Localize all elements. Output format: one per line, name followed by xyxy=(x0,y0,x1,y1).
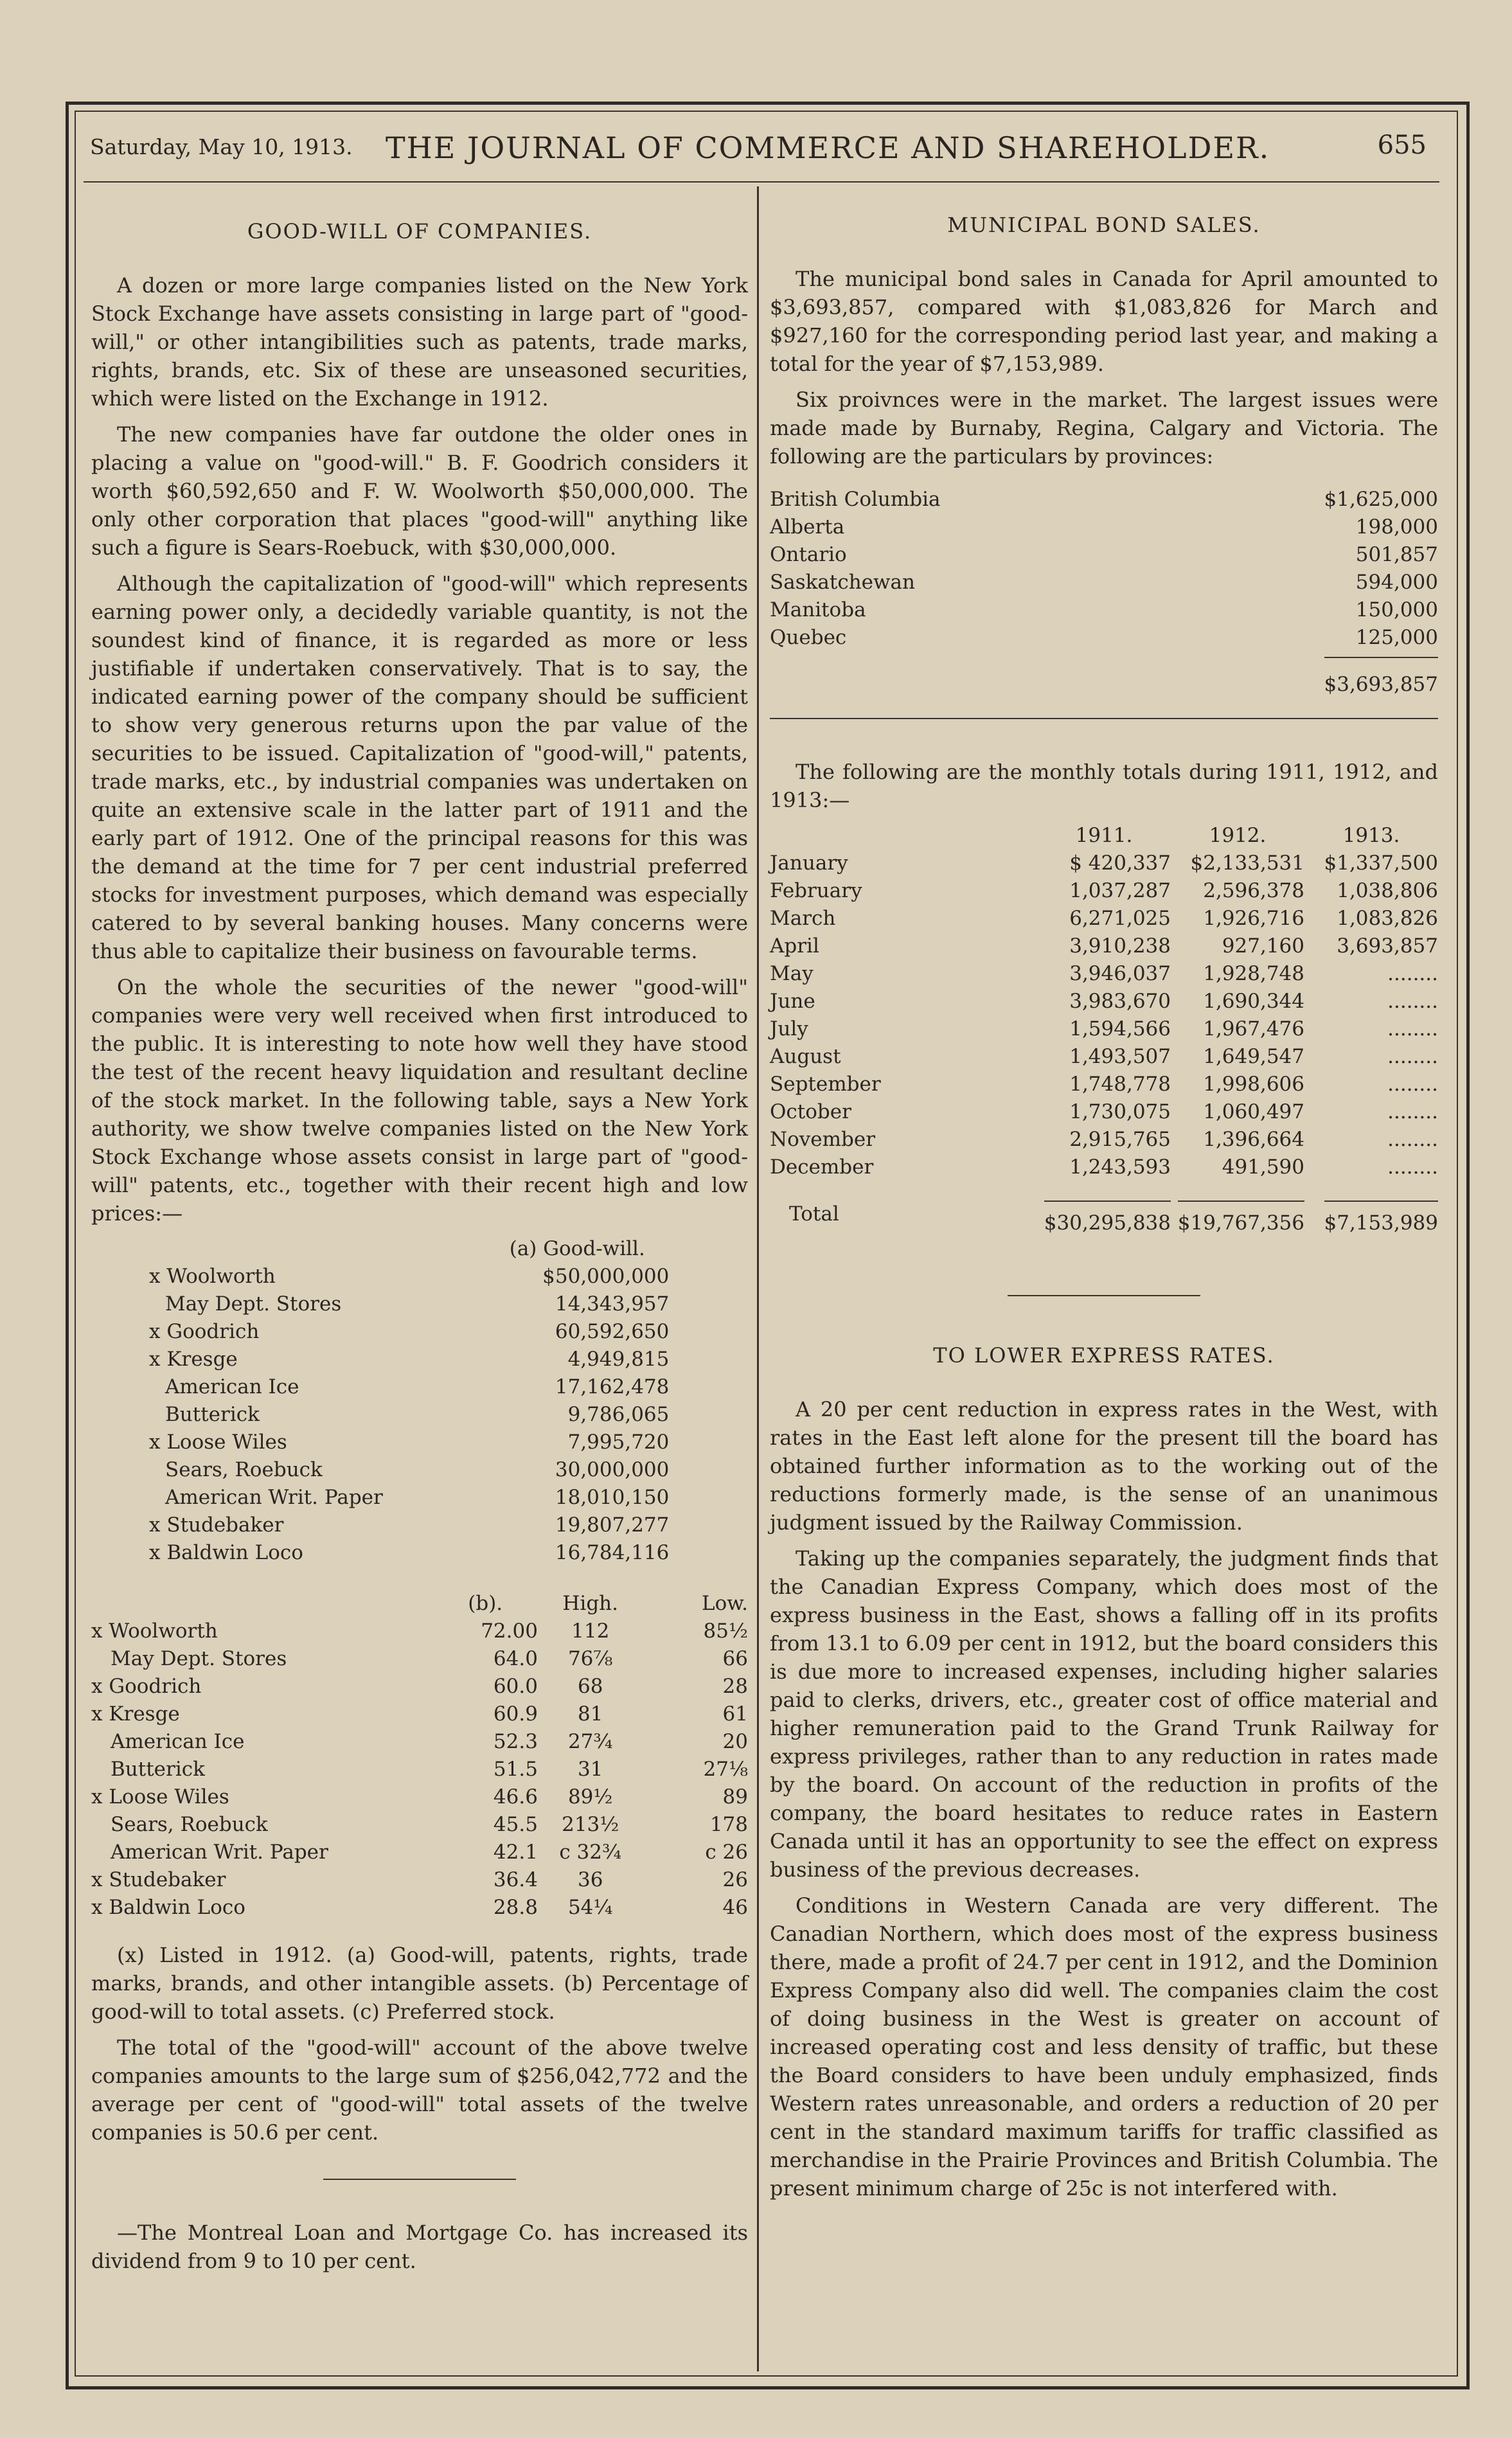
table-row: March 6,271,025 1,926,716 1,083,826 xyxy=(770,907,1438,930)
table-row: x Goodrich 60.0 68 28 xyxy=(91,1675,748,1698)
paragraph: Conditions in Western Canada are very different. The Canadian Northern, which does most of the express business there, made a profit of 24.7 per cent in 1912, and the Dominion Express Company also did well. The companies claim the cost of doing business in the West is greater on account of increased operating cost and less density of traffic, but these the Board considers to have been unduly emphasized, finds Western rates unreasonable, and orders a reduction of 20 per cent in the standard maximum tariffs for traffic classified as merchandise in the Prairie Provinces and British Columbia. The present minimum charge of 25c is not interfered with. xyxy=(770,1893,1438,2200)
paragraph: Taking up the companies separately, the judgment finds that the Canadian Express Company, which does most of the express business in the East, shows a falling off in its profits from 13.1 to 6.09 per cent in 1912, but the board considers this is due more to increased expenses, including higher salaries paid to clerks, drivers, etc., greater cost of office material and higher remuneration paid to the Grand Trunk Railway for express privileges, rather than to any reduction in rates made by the board. On account of the reduction in profits of the company, the board hesitates to reduce rates in Eastern Canada until it has an opportunity to see the effect on express business of the previous decreases. xyxy=(770,1546,1438,1882)
table-row: May 3,946,037 1,928,748 ........ xyxy=(770,962,1438,985)
monthly-total-row: Total $30,295,838 $19,767,356 $7,153,989 xyxy=(770,1181,1438,1237)
table-row: Sears, Roebuck 30,000,000 xyxy=(165,1458,670,1481)
table-row: x Kresge 60.9 81 61 xyxy=(91,1702,748,1726)
table-row: x Kresge 4,949,815 xyxy=(149,1348,670,1371)
table-row: x Loose Wiles 46.6 89½ 89 xyxy=(91,1785,748,1808)
section-rule xyxy=(1008,1295,1200,1296)
table-row: Quebec 125,000 xyxy=(770,626,1438,649)
table-row: Alberta 198,000 xyxy=(770,515,1438,539)
article-heading-goodwill: GOOD-WILL OF COMPANIES. xyxy=(247,219,592,244)
table-row: Butterick 9,786,065 xyxy=(165,1403,670,1426)
section-rule xyxy=(770,718,1438,719)
percentage-price-table xyxy=(91,1590,748,1922)
table-row: September 1,748,778 1,998,606 ........ xyxy=(770,1073,1438,1096)
article-heading-express: TO LOWER EXPRESS RATES. xyxy=(933,1343,1275,1368)
province-table xyxy=(770,486,1438,699)
table-row: American Writ. Paper 18,010,150 xyxy=(165,1486,670,1509)
table-row: January $ 420,337 $2,133,531 $1,337,500 xyxy=(770,852,1438,875)
table-row: July 1,594,566 1,967,476 ........ xyxy=(770,1017,1438,1040)
table-row: Saskatchewan 594,000 xyxy=(770,571,1438,594)
paragraph: The municipal bond sales in Canada for April amounted to $3,693,857, compared with $1,083,826 for March and $927,160 for the corresponding period last year, and making a total for the year of $7,153,989. xyxy=(770,267,1438,376)
right-column xyxy=(770,206,1438,2210)
table-row: October 1,730,075 1,060,497 ........ xyxy=(770,1100,1438,1123)
paragraph: A dozen or more large companies listed on the New York Stock Exchange have assets consisting in large part of "good-will," or other intangibilities such as patents, trade marks, rights, brands, etc. Six of these are unseasoned securities, which were listed on the Exchange in 1912. xyxy=(91,273,748,411)
table-header xyxy=(770,822,1438,850)
table-row: December 1,243,593 491,590 ........ xyxy=(770,1156,1438,1179)
monthly-totals-table xyxy=(770,822,1438,1237)
paragraph: A 20 per cent reduction in express rates in the West, with rates in the East left alone for the present till the board has obtained further information as to the working out of the reductions formerly made, is the sense of an unanimous judgment issued by the Railway Commission. xyxy=(770,1397,1438,1535)
table-row: February 1,037,287 2,596,378 1,038,806 xyxy=(770,879,1438,902)
column-header: 1913. xyxy=(1342,824,1400,847)
table-row: x Baldwin Loco 28.8 54¼ 46 xyxy=(91,1896,748,1919)
column-header: 1911. xyxy=(1075,824,1133,847)
column-header: Low. xyxy=(702,1592,748,1615)
table-row: x Baldwin Loco 16,784,116 xyxy=(149,1541,670,1564)
column-header: (b). xyxy=(468,1592,503,1615)
table-row: Ontario 501,857 xyxy=(770,543,1438,566)
column-header: (a) Good-will. xyxy=(509,1237,645,1260)
journal-title: THE JOURNAL OF COMMERCE AND SHAREHOLDER. xyxy=(386,130,1270,165)
table-row: x Woolworth 72.00 112 85½ xyxy=(91,1620,748,1643)
table-row: April 3,910,238 927,160 3,693,857 xyxy=(770,934,1438,958)
page-header xyxy=(84,125,1439,170)
paragraph: The total of the "good-will" account of the above twelve companies amounts to the large sum of $256,042,772 and the average per cent of "good-will" total assets of the twelve companies is 50.6 per cent. xyxy=(91,2035,748,2145)
table-row: June 3,983,670 1,690,344 ........ xyxy=(770,990,1438,1013)
paragraph: Although the capitalization of "good-will" which represents earning power only, a decidedly variable quantity, is not the soundest kind of finance, it is regarded as more or less justifiable if undertaken conservatively. That is to say, the indicated earning power of the company should be sufficient to show very generous returns upon the par value of the securities to be issued. Capitalization of "good-will," patents, trade marks, etc., by industrial companies was undertaken on quite an extensive scale in the latter part of 1911 and the early part of 1912. One of the principal reasons for this was the demand at the time for 7 per cent industrial preferred stocks for investment purposes, which demand was especially catered to by several banking houses. Many concerns were thus able to capitalize their business on favourable terms. xyxy=(91,571,748,963)
table-row: May Dept. Stores 64.0 76⅞ 66 xyxy=(111,1647,748,1670)
article-heading-bonds: MUNICIPAL BOND SALES. xyxy=(947,213,1261,237)
table-row: x Studebaker 36.4 36 26 xyxy=(91,1868,748,1891)
paragraph: The following are the monthly totals during 1911, 1912, and 1913:— xyxy=(770,760,1438,812)
column-header: 1912. xyxy=(1209,824,1267,847)
footnote: (x) Listed in 1912. (a) Good-will, patents, rights, trade marks, brands, and other intangible assets. (b) Percentage of good-will to total assets. (c) Preferred stock. xyxy=(91,1943,748,2024)
table-row: American Ice 17,162,478 xyxy=(165,1375,670,1398)
table-row: x Goodrich 60,592,650 xyxy=(149,1320,670,1343)
table-row: May Dept. Stores 14,343,957 xyxy=(165,1292,670,1316)
table-row: Sears, Roebuck 45.5 213½ 178 xyxy=(111,1813,748,1836)
column-divider xyxy=(757,186,759,2371)
issue-date: Saturday, May 10, 1913. xyxy=(90,134,353,159)
dividend-note: —The Montreal Loan and Mortgage Co. has increased its dividend from 9 to 10 per cent. xyxy=(91,2220,748,2273)
table-row: American Writ. Paper 42.1 c 32¾ c 26 xyxy=(111,1841,748,1864)
table-row: British Columbia $1,625,000 xyxy=(770,488,1438,511)
table-row: x Loose Wiles 7,995,720 xyxy=(149,1431,670,1454)
header-rule xyxy=(84,181,1439,183)
section-rule xyxy=(323,2179,516,2180)
goodwill-table xyxy=(91,1235,748,1567)
column-header: High. xyxy=(562,1592,619,1615)
table-row: August 1,493,507 1,649,547 ........ xyxy=(770,1045,1438,1068)
paragraph: The new companies have far outdone the older ones in placing a value on "good-will." B. F. Goodrich considers it worth $60,592,650 and F. W. Woolworth $50,000,000. The only other corporation that places "good-will" anything like such a figure is Sears-Roebuck, with $30,000,000. xyxy=(91,422,748,560)
left-column xyxy=(91,212,748,2283)
province-total-row xyxy=(770,652,1438,699)
paragraph: Six proivnces were in the market. The largest issues were made made by Burnaby, Regina, Calgary and Victoria. The following are the particulars by provinces: xyxy=(770,388,1438,469)
table-row: Butterick 51.5 31 27⅛ xyxy=(111,1758,748,1781)
page-number: 655 xyxy=(1377,130,1427,160)
table-row: November 2,915,765 1,396,664 ........ xyxy=(770,1128,1438,1151)
province-total: $3,693,857 xyxy=(1324,657,1439,699)
table-row: American Ice 52.3 27¾ 20 xyxy=(111,1730,748,1753)
table-header xyxy=(91,1590,748,1618)
table-header xyxy=(91,1235,748,1263)
table-row: Manitoba 150,000 xyxy=(770,598,1438,621)
table-row: x Woolworth $50,000,000 xyxy=(149,1265,670,1288)
paragraph: On the whole the securities of the newer "good-will" companies were very well received when first introduced to the public. It is interesting to note how well they have stood the test of the recent heavy liquidation and resultant decline of the stock market. In the following table, says a New York authority, we show twelve companies listed on the New York Stock Exchange whose assets consist in large part of "good-will" patents, etc., together with their recent high and low prices:— xyxy=(91,975,748,1226)
table-row: x Studebaker 19,807,277 xyxy=(149,1513,670,1537)
